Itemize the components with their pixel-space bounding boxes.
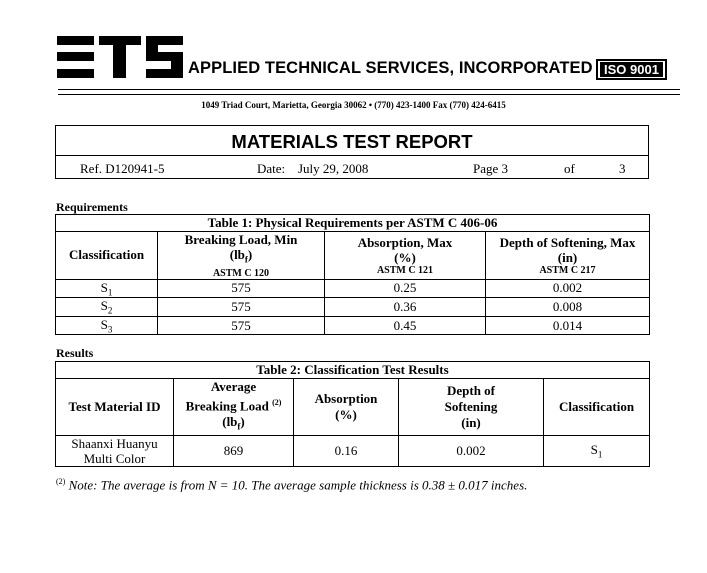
class-cell: $S_3$ bbox=[56, 316, 158, 335]
class-cell: $S_1$ bbox=[56, 279, 158, 298]
absorption-cell: 0.36 bbox=[325, 298, 486, 317]
softening-title: Depth of Softening, Max bbox=[499, 234, 636, 250]
table-row bbox=[56, 316, 650, 335]
softening-title: Depth of bbox=[446, 382, 496, 398]
absorption-unit: (%) bbox=[394, 249, 416, 265]
col-absorption bbox=[294, 379, 399, 436]
softening-cell: 0.008 bbox=[486, 298, 650, 317]
col-breaking-load bbox=[158, 232, 325, 280]
avg-title-2: Breaking Load $^{(2)}$ bbox=[185, 398, 282, 414]
header-rule-top bbox=[58, 89, 680, 90]
softening-unit: (in) bbox=[557, 249, 578, 265]
breaking-cell: 575 bbox=[158, 279, 325, 298]
footnote-text: Note: The average is from N = 10. The average sample thickness is 0.38 ± 0.017 inches. bbox=[68, 477, 528, 493]
breaking-load-title: Breaking Load, Min bbox=[184, 232, 298, 247]
results-table-title: Table 2: Classification Test Results bbox=[56, 362, 650, 379]
requirements-table-title: Table 1: Physical Requirements per ASTM C 406-06 bbox=[56, 215, 650, 232]
report-date-value: July 29, 2008 bbox=[298, 161, 369, 176]
col-depth-softening bbox=[486, 232, 650, 280]
report-header-box bbox=[55, 125, 649, 179]
absorption-unit: (%) bbox=[335, 406, 357, 422]
footnote bbox=[56, 477, 527, 493]
footnote-marker: (2) bbox=[56, 477, 66, 486]
report-of-label: of bbox=[564, 161, 575, 176]
absorption-title: Absorption, Max bbox=[357, 234, 453, 250]
ats-logo bbox=[57, 36, 183, 78]
requirements-heading: Requirements bbox=[56, 200, 128, 214]
results-heading: Results bbox=[56, 346, 94, 360]
absorption-title: Absorption bbox=[314, 390, 378, 406]
softening-cell: 0.002 bbox=[486, 279, 650, 298]
softening-title-2: Softening bbox=[444, 398, 498, 414]
softening-cell: 0.014 bbox=[486, 316, 650, 335]
softening-cell: 0.002 bbox=[399, 435, 544, 466]
material-cell: Shaanxi Huanyu Multi Color bbox=[56, 435, 174, 466]
results-table bbox=[55, 361, 650, 467]
class-cell: $S_1$ bbox=[544, 435, 650, 466]
table-row bbox=[56, 298, 650, 317]
absorption-cell: 0.25 bbox=[325, 279, 486, 298]
absorption-cell: 0.16 bbox=[294, 435, 399, 466]
requirements-table bbox=[55, 214, 650, 335]
iso-badge bbox=[596, 59, 667, 80]
breaking-load-standard: ASTM C 120 bbox=[212, 267, 270, 279]
iso-badge-label: ISO 9001 bbox=[600, 62, 663, 77]
company-name: APPLIED TECHNICAL SERVICES, INCORPORATED bbox=[188, 59, 593, 77]
softening-standard: ASTM C 217 bbox=[539, 264, 596, 276]
report-title: MATERIALS TEST REPORT bbox=[231, 131, 473, 152]
report-date-label: Date: bbox=[257, 161, 286, 176]
col-classification: Classification bbox=[544, 379, 650, 436]
header-rule-bottom bbox=[58, 94, 680, 95]
softening-unit: (in) bbox=[461, 414, 481, 430]
report-total-pages: 3 bbox=[619, 161, 626, 176]
col-test-material: Test Material ID bbox=[56, 379, 174, 436]
absorption-cell: 0.45 bbox=[325, 316, 486, 335]
breaking-cell: 575 bbox=[158, 298, 325, 317]
col-depth-softening bbox=[399, 379, 544, 436]
table-row bbox=[56, 435, 650, 466]
report-divider bbox=[56, 155, 648, 156]
avg-unit: $(lb_f)$ bbox=[222, 414, 245, 432]
breaking-load-unit: $(lb_f)$ bbox=[229, 247, 253, 265]
report-ref: Ref. D120941-5 bbox=[80, 161, 165, 176]
class-cell: $S_2$ bbox=[56, 298, 158, 317]
breaking-cell: 869 bbox=[174, 435, 294, 466]
company-address: 1049 Triad Court, Marietta, Georgia 30062 • (770) 423-1400 Fax (770) 424-6415 bbox=[201, 100, 506, 110]
breaking-cell: 575 bbox=[158, 316, 325, 335]
avg-title: Average bbox=[210, 379, 257, 394]
report-page-label: Page 3 bbox=[473, 161, 509, 176]
col-average-breaking bbox=[174, 379, 294, 436]
col-classification: Classification bbox=[56, 232, 158, 280]
absorption-standard: ASTM C 121 bbox=[376, 264, 434, 276]
table-row bbox=[56, 279, 650, 298]
col-absorption bbox=[325, 232, 486, 280]
